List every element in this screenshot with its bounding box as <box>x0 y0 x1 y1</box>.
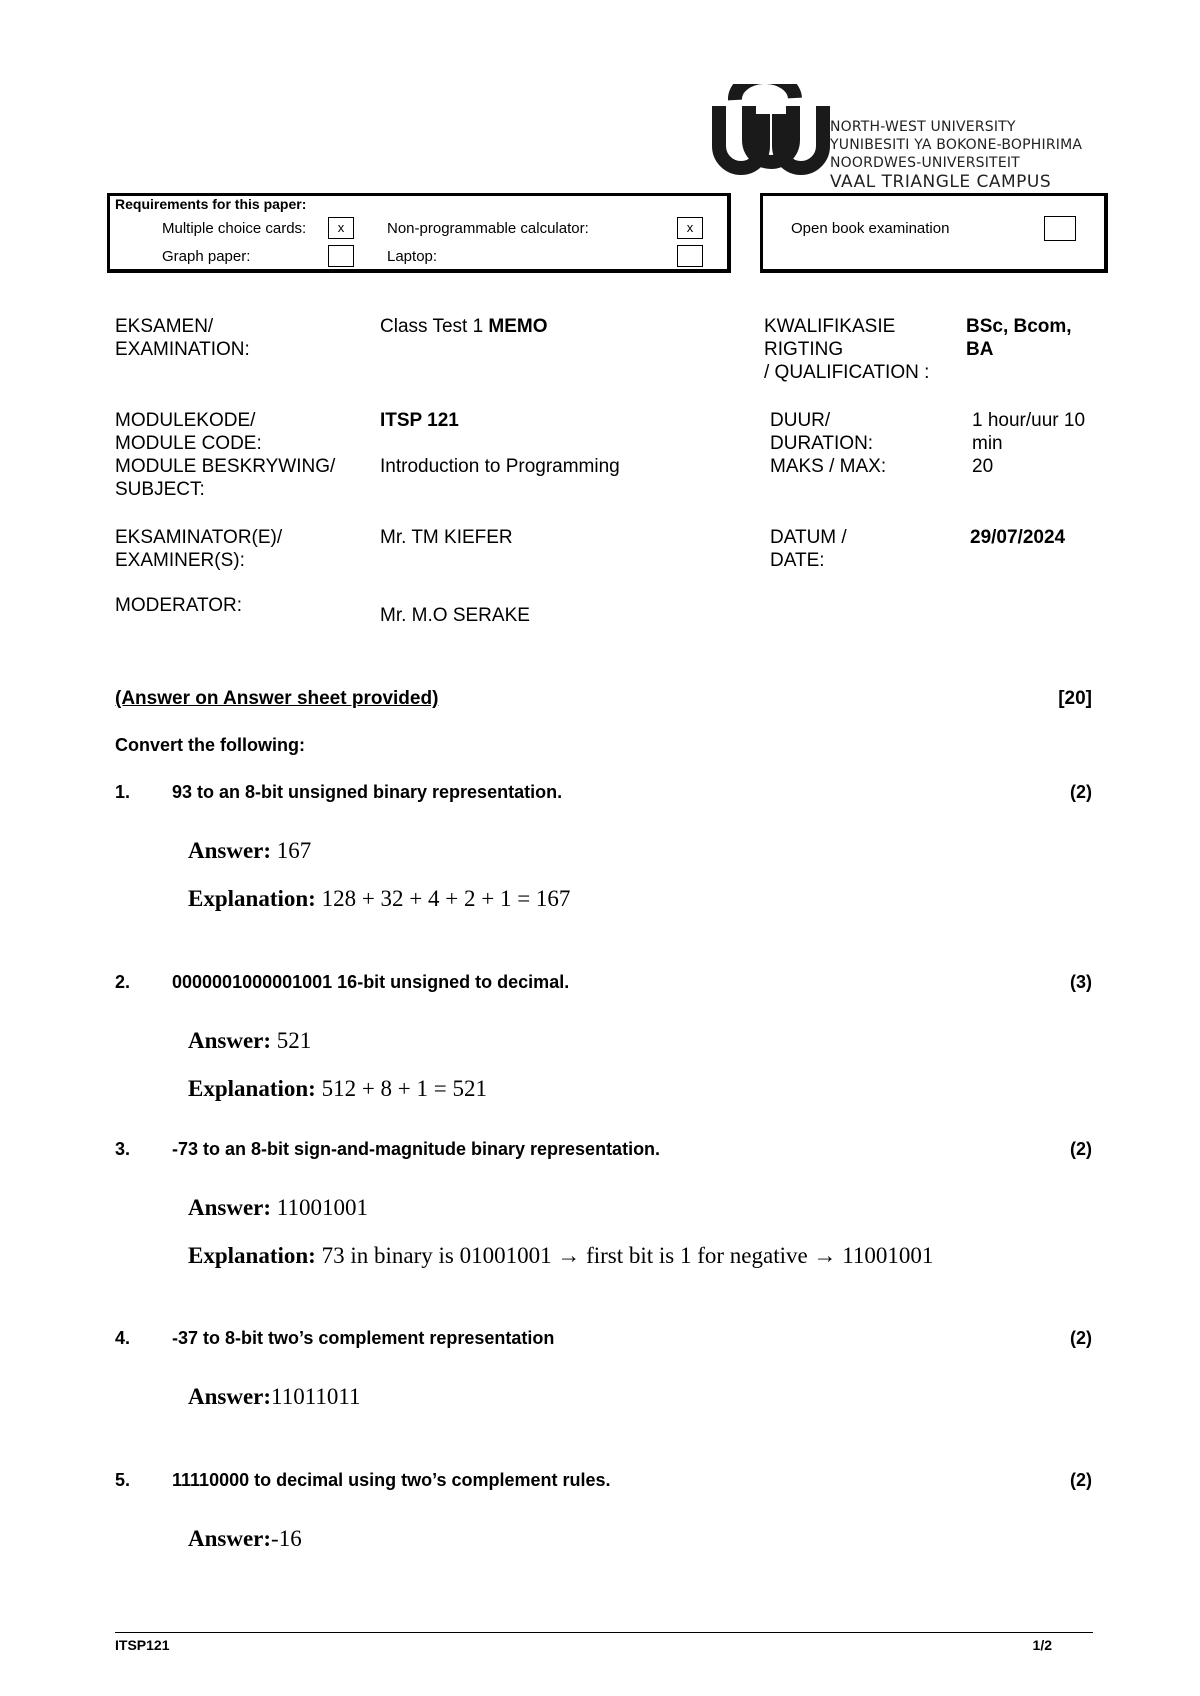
question-number: 1. <box>115 782 131 802</box>
question-text: 93 to an 8-bit unsigned binary representation. <box>172 782 563 802</box>
university-line-1: NORTH-WEST UNIVERSITY <box>830 119 1016 135</box>
answer-label: Answer: <box>188 838 272 863</box>
qualification-label-line-2: RIGTING <box>764 339 844 360</box>
date-label <box>770 526 847 572</box>
explanation-label: Explanation: <box>188 886 316 911</box>
laptop-checkbox[interactable] <box>677 245 703 267</box>
duration-value-line-2: min <box>972 433 1003 454</box>
duration-label <box>770 409 886 478</box>
answer-value: 11011011 <box>271 1384 361 1409</box>
question-number: 2. <box>115 972 131 992</box>
qualification-value <box>966 315 1072 361</box>
qualification-value-line-2: BA <box>966 339 994 360</box>
graph-paper-checkbox[interactable] <box>328 245 354 267</box>
university-line-2: YUNIBESITI YA BOKONE-BOPHIRIMA <box>830 137 1083 153</box>
exam-label-line-2: EXAMINATION: <box>115 339 250 360</box>
qualification-label-line-1: KWALIFIKASIE <box>764 316 896 337</box>
date-label-line-1: DATUM / <box>770 527 847 548</box>
university-line-3: NOORDWES-UNIVERSITEIT <box>830 155 1020 171</box>
answer <box>188 1526 302 1552</box>
answer <box>188 1028 311 1054</box>
question-text: -37 to 8-bit two’s complement representation <box>172 1328 555 1348</box>
exam-value-memo: MEMO <box>488 316 548 337</box>
calculator-mark: x <box>686 220 694 235</box>
duration-value <box>972 409 1085 478</box>
duration-value-line-1: 1 hour/uur 10 <box>972 410 1086 431</box>
moderator-value: Mr. M.O SERAKE <box>380 605 530 626</box>
exam-value <box>380 315 548 338</box>
total-marks: [20] <box>1058 688 1092 709</box>
exam-label <box>115 315 250 361</box>
module-desc-label-line-1: MODULE BESKRYWING/ <box>115 456 336 477</box>
moderator-label: MODERATOR: <box>115 595 243 616</box>
footer-module-code: ITSP121 <box>115 1637 170 1653</box>
laptop-label: Laptop: <box>387 248 438 265</box>
question-marks: (2) <box>1070 782 1092 802</box>
examiner-label-line-2: EXAMINER(S): <box>115 550 245 571</box>
date-value: 29/07/2024 <box>970 527 1066 548</box>
question-marks: (2) <box>1070 1470 1092 1490</box>
module-desc-value: Introduction to Programming <box>380 456 620 477</box>
question-number: 4. <box>115 1328 131 1348</box>
graph-paper-label: Graph paper: <box>162 248 251 265</box>
duration-label-line-2: DURATION: <box>770 433 874 454</box>
date-label-line-2: DATE: <box>770 550 825 571</box>
page-number: 1/2 <box>1032 1637 1052 1653</box>
answer-label: Answer: <box>188 1195 272 1220</box>
instruction: Convert the following: <box>115 735 305 755</box>
question-marks: (3) <box>1070 972 1092 992</box>
explanation-value: 512 + 8 + 1 = 521 <box>321 1076 487 1101</box>
explanation <box>188 886 570 912</box>
exam-label-line-1: EKSAMEN/ <box>115 316 214 337</box>
module-code-label-line-2: MODULE CODE: <box>115 433 262 454</box>
examiner-label <box>115 526 282 572</box>
qualification-label <box>764 315 929 384</box>
max-value: 20 <box>972 456 994 477</box>
answer-note: (Answer on Answer sheet provided) <box>115 688 439 709</box>
mc-cards-checkbox[interactable] <box>328 217 354 239</box>
examiner-label-line-1: EKSAMINATOR(E)/ <box>115 527 283 548</box>
answer-value: 521 <box>276 1028 312 1053</box>
answer-label: Answer: <box>188 1526 272 1551</box>
module-label <box>115 409 335 501</box>
explanation-label: Explanation: <box>188 1243 316 1268</box>
calculator-checkbox[interactable] <box>677 217 703 239</box>
open-book-checkbox[interactable] <box>1044 216 1076 241</box>
answer <box>188 1195 368 1221</box>
answer-label: Answer: <box>188 1384 272 1409</box>
answer-value: 11001001 <box>276 1195 368 1220</box>
exam-value-prefix: Class Test 1 <box>380 316 489 337</box>
open-book-label: Open book examination <box>791 220 950 237</box>
qualification-value-line-1: BSc, Bcom, <box>966 316 1072 337</box>
campus-name: VAAL TRIANGLE CAMPUS <box>830 172 1052 192</box>
explanation-value: 128 + 32 + 4 + 2 + 1 = 167 <box>321 886 571 911</box>
explanation-value: 73 in binary is 01001001 → first bit is 1 for negative → 11001001 <box>321 1243 934 1268</box>
explanation-label: Explanation: <box>188 1076 316 1101</box>
qualification-label-line-3: / QUALIFICATION : <box>764 362 930 383</box>
answer-value: 167 <box>276 838 312 863</box>
footer-divider <box>115 1632 1093 1633</box>
max-label: MAKS / MAX: <box>770 456 887 477</box>
module-code-label-line-1: MODULEKODE/ <box>115 410 256 431</box>
question-marks: (2) <box>1070 1328 1092 1348</box>
examiner-value: Mr. TM KIEFER <box>380 527 513 548</box>
question-number: 3. <box>115 1139 131 1159</box>
question-number: 5. <box>115 1470 131 1490</box>
question-marks: (2) <box>1070 1139 1092 1159</box>
duration-label-line-1: DUUR/ <box>770 410 831 431</box>
answer-label: Answer: <box>188 1028 272 1053</box>
explanation <box>188 1243 933 1269</box>
answer <box>188 838 311 864</box>
university-name <box>830 118 1082 192</box>
answer-value: -16 <box>271 1526 302 1551</box>
calculator-label: Non-programmable calculator: <box>387 220 589 237</box>
question-text: 11110000 to decimal using two’s complement rules. <box>172 1470 611 1490</box>
answer <box>188 1384 361 1410</box>
question-text: -73 to an 8-bit sign-and-magnitude binary representation. <box>172 1139 661 1159</box>
requirements-title: Requirements for this paper: <box>115 196 307 212</box>
question-text: 0000001000001001 16-bit unsigned to decimal. <box>172 972 570 992</box>
module-desc-label-line-2: SUBJECT: <box>115 479 205 500</box>
mc-cards-mark: x <box>337 220 345 235</box>
mc-cards-label: Multiple choice cards: <box>162 220 307 237</box>
explanation <box>188 1076 487 1102</box>
module-code-value: ITSP 121 <box>380 410 459 431</box>
